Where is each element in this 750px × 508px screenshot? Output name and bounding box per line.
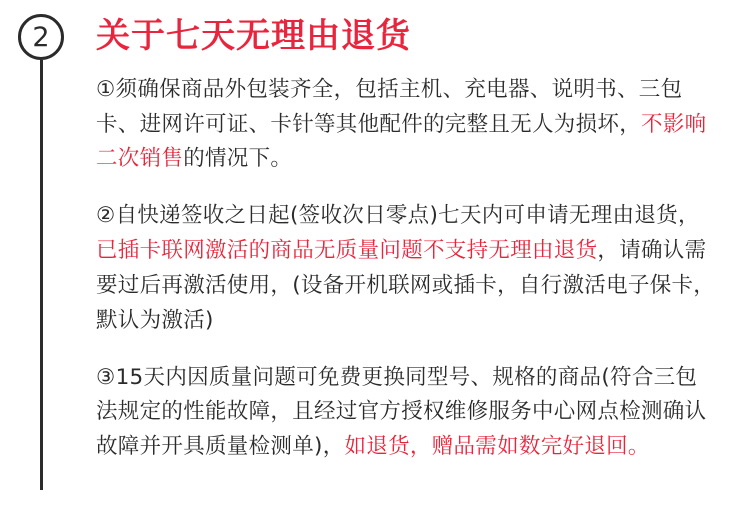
policy-paragraph [96,361,716,465]
section-marker [18,14,76,494]
body-text: ①须确保商品外包装齐全，包括主机、充电器、说明书、三包卡、进网许可证、卡针等其他配件的完整且无人为损坏， [96,76,683,137]
policy-content [96,16,716,465]
body-text: ③15天内因质量问题可免费更换同型号、规格的商品(符合三包法规定的性能故障，且经过官方授权维修服务中心网点检测确认故障并开具质量检测单)， [96,364,707,460]
policy-paragraph-list [96,73,716,465]
highlighted-text: 已插卡联网激活的商品无质量问题不支持无理由退货 [96,238,598,264]
policy-paragraph [96,73,716,177]
body-text: ②自快递签收之日起(签收次日零点)七天内可申请无理由退货， [96,203,700,229]
body-text: ，请确认需要过后再激活使用，(设备开机联网或插卡，自行激活电子保卡，默认为激活) [96,238,716,333]
body-text: 的情况下。 [183,146,293,172]
page-title: 关于七天无理由退货 [96,16,411,56]
section-number-label: 2 [32,21,50,53]
highlighted-text: 如退货，赠品需如数完好退回。 [344,434,650,460]
highlighted-text: 不影响二次销售 [96,111,707,172]
marker-vertical-line [40,60,43,490]
policy-paragraph [96,199,716,338]
section-number-badge [18,14,64,60]
